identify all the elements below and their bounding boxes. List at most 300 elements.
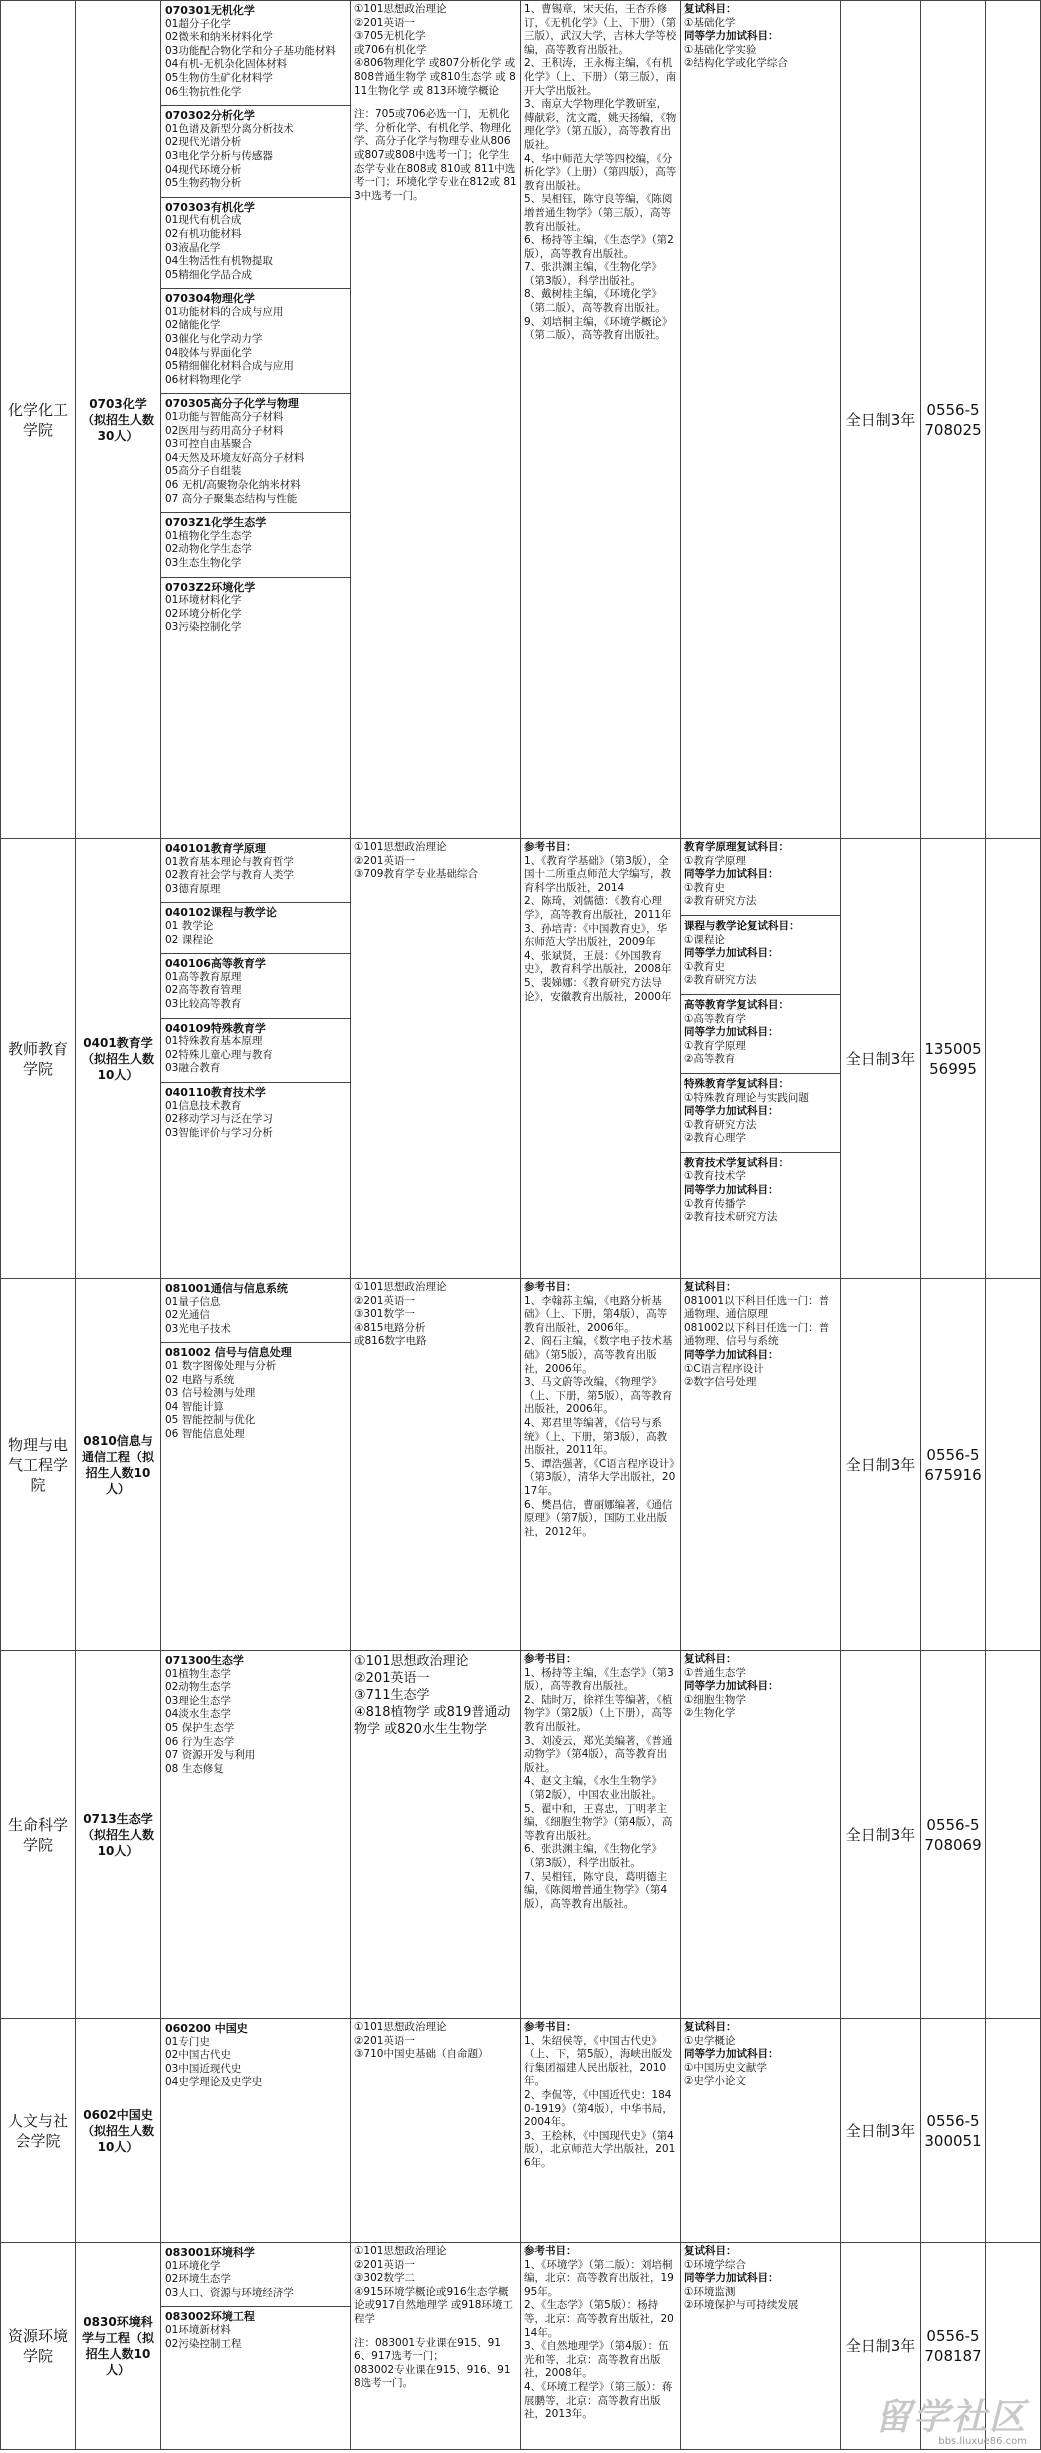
exam-line: ④806物理化学 或807分析化学 或808普通生物学 或810生态学 或 811生物化学 或 813环境学概论	[354, 57, 516, 97]
direction-block	[161, 289, 350, 394]
major-name: 0810信息与通信工程（拟招生人数10人）	[76, 1279, 161, 1651]
exam-line: ②201英语一	[354, 1294, 415, 1307]
retest-block	[681, 1653, 840, 1727]
direction-item: 05高分子自组装	[165, 465, 242, 478]
reference-line: 5、谭浩强著，《C语言程序设计》（第3版），清华大学出版社，2017年。	[524, 1457, 676, 1497]
exam-line: ②201英语一	[354, 1671, 430, 1686]
exam-line: 或706有机化学	[354, 43, 427, 56]
direction-head: 040109特殊教育学	[165, 1021, 266, 1035]
direction-item: 01植物化学生态学	[165, 529, 252, 542]
reference-books	[521, 2243, 681, 2450]
retest-subjects	[681, 2019, 841, 2243]
reference-line: 2、陈琦，刘儒德：《教育心理学》，高等教育出版社，2011年	[524, 895, 672, 921]
exam-line: ③709教育学专业基础综合	[354, 868, 478, 881]
study-mode: 全日制3年	[841, 2019, 921, 2243]
direction-item: 02医用与药用高分子材料	[165, 424, 284, 437]
retest-line: ②教育研究方法	[684, 895, 757, 908]
retest-line: ②生物化学	[684, 1707, 736, 1720]
direction-head: 070303有机化学	[165, 200, 255, 214]
direction-item: 02动物化学生态学	[165, 543, 252, 556]
direction-head: 083001环境科学	[165, 2246, 255, 2259]
exam-line: ④818植物学 或819普通动物学 或820水生生物学	[354, 1705, 511, 1737]
reference-line: 5、裴娣娜：《教育研究方法导论》，安徽教育出版社，2000年	[524, 976, 672, 1003]
direction-item: 02储能化学	[165, 319, 221, 332]
exam-line: ③705无机化学	[354, 30, 426, 43]
reference-line: 参考书目：	[524, 2245, 577, 2257]
direction-item: 06 无机/高聚物杂化纳米材料	[165, 479, 301, 491]
retest-subjects	[681, 1651, 841, 2019]
retest-line: 081002以下科目任选一门：普通物理、信号与系统	[684, 1321, 830, 1348]
contact-phone: 0556-5675916	[921, 1279, 986, 1651]
direction-item: 01环境化学	[165, 2259, 221, 2272]
retest-line: 教育学原理复试科目：	[684, 841, 789, 853]
retest-line: 同等学力加试科目：	[684, 2272, 779, 2285]
direction-item: 03功能配合物化学和分子基功能材料	[165, 44, 336, 57]
retest-line: ①环境学综合	[684, 2258, 746, 2271]
direction-item: 04淡水生态学	[165, 1708, 231, 1721]
study-mode: 全日制3年	[841, 1279, 921, 1651]
reference-line: 4、赵文主编，《水生生物学》（第2版），中国农业出版社。	[524, 1775, 662, 1801]
retest-line: 同等学力加试科目：	[684, 1348, 779, 1361]
exam-line	[354, 2327, 517, 2337]
direction-item: 04有机-无机杂化固体材料	[165, 58, 288, 71]
direction-block	[161, 198, 350, 290]
college-name: 物理与电气工程学院	[1, 1279, 76, 1651]
direction-item: 01高等教育原理	[165, 970, 242, 983]
direction-item: 05生物仿生矿化材料学	[165, 71, 273, 84]
retest-line: 复试科目：	[684, 3, 737, 15]
exam-line: ②201英语一	[354, 2034, 415, 2047]
direction-block	[161, 394, 350, 513]
reference-line: 4、张斌贤，王晨：《外国教育史》，教育科学出版社，2008年	[524, 949, 672, 976]
direction-item: 01 数字图像处理与分析	[165, 1359, 277, 1372]
direction-item: 03智能评价与学习分析	[165, 1126, 273, 1139]
major-name: 0830环境科学与工程（拟招生人数10人）	[76, 2243, 161, 2450]
reference-line: 6、杨持等主编，《生态学》（第2版），高等教育出版社。	[524, 234, 674, 260]
reference-line: 1、李翰荪主编，《电路分析基础》（上、下册，第4版），高等教育出版社，2006年。	[524, 1294, 668, 1334]
exam-line: ②201英语一	[354, 2258, 415, 2271]
direction-head: 070301无机化学	[165, 4, 255, 17]
major-name: 0401教育学（拟招生人数10人）	[76, 839, 161, 1279]
reference-line: 1、《教育学基础》（第3版），全国十二所重点师范大学编写，教育科学出版社，2014	[524, 854, 671, 894]
retest-line: ①教育学原理	[684, 1039, 746, 1052]
retest-line: ①特殊教育理论与实践问题	[684, 1091, 809, 1104]
direction-item: 08 生态修复	[165, 1762, 224, 1775]
retest-block	[681, 1281, 840, 1396]
retest-block	[681, 2245, 840, 2319]
contact-phone: 0556-5708187	[921, 2243, 986, 2450]
exam-line: 083002专业课在915、916、918选考一门。	[354, 2363, 511, 2390]
reference-line: 5、吴相钰，陈守良等编，《陈阅增普通生物学》（第三版），高等教育出版社。	[524, 193, 673, 233]
direction-item: 03理论生态学	[165, 1694, 231, 1707]
exam-line: ②201英语一	[354, 854, 415, 867]
direction-item: 02特殊儿童心理与教育	[165, 1048, 273, 1061]
retest-line: 同等学力加试科目：	[684, 1680, 779, 1693]
retest-block	[681, 2021, 840, 2095]
direction-item: 05精细催化材料合成与应用	[165, 360, 294, 373]
direction-item: 05 保护生态学	[165, 1721, 235, 1734]
major-name: 0602中国史（拟招生人数10人）	[76, 2019, 161, 2243]
reference-line: 参考书目：	[524, 841, 577, 853]
reference-line: 7、吴相钰，陈守良，葛明德主编，《陈阅增普通生物学》（第4版），高等教育出版社。	[524, 1870, 668, 1910]
watermark	[875, 2389, 1027, 2447]
retest-block	[681, 1157, 840, 1231]
program-row	[1, 2019, 1041, 2243]
retest-subjects	[681, 1, 841, 839]
retest-line: 高等教育学复试科目：	[684, 998, 789, 1011]
exam-line: ①101思想政治理论	[354, 3, 447, 15]
reference-line: 1、曹锡章，宋天佑，王杏乔修订，《无机化学》（上、下册）（第三版），武汉大学，吉林大学等校编，高等教育出版社。	[524, 3, 677, 56]
direction-head: 081001通信与信息系统	[165, 1282, 288, 1295]
college-name: 教师教育学院	[1, 839, 76, 1279]
direction-item: 02现代光谱分析	[165, 136, 242, 149]
watermark-logo: 留学社区	[874, 2397, 1027, 2438]
direction-item: 01专门史	[165, 2035, 210, 2048]
direction-item: 01量子信息	[165, 1295, 221, 1308]
retest-line: ①教育史	[684, 881, 725, 894]
retest-line: 课程与教学论复试科目：	[684, 919, 800, 932]
retest-line: ②高等教育	[684, 1053, 736, 1066]
direction-item: 03融合教育	[165, 1062, 221, 1075]
exam-line: ③711生态学	[354, 1688, 430, 1703]
retest-line: ②教育心理学	[684, 1132, 746, 1145]
direction-item: 02光通信	[165, 1309, 210, 1322]
direction-item: 03催化与化学动力学	[165, 333, 263, 346]
contact-phone: 0556-5708069	[921, 1651, 986, 2019]
direction-item: 04史学理论及史学史	[165, 2076, 263, 2089]
study-mode: 全日制3年	[841, 1, 921, 839]
direction-block	[161, 1343, 350, 1447]
retest-line: ①教育技术学	[684, 1170, 746, 1183]
direction-item: 03可控自由基聚合	[165, 438, 252, 451]
reference-line: 2、阎石主编，《数字电子技术基础》（第5版），高等教育出版社，2006年。	[524, 1335, 673, 1375]
exam-line: ④915环境学概论或916生态学概论或917自然地理学 或918环境工程学	[354, 2285, 513, 2325]
direction-block	[161, 1279, 350, 1343]
retest-line: ①基础化学	[684, 16, 736, 29]
reference-line: 6、樊昌信，曹丽娜编著，《通信原理》（第7版），国防工业出版社，2012年。	[524, 1498, 673, 1538]
contact-phone: 13500556995	[921, 839, 986, 1279]
direction-item: 02污染控制工程	[165, 2337, 242, 2350]
direction-head: 0703Z1化学生态学	[165, 516, 267, 530]
exam-line: ③302数学二	[354, 2272, 415, 2285]
direction-item: 01功能与智能高分子材料	[165, 411, 284, 424]
retest-line: 特殊教育学复试科目：	[684, 1077, 789, 1090]
direction-item: 01环境材料化学	[165, 594, 242, 607]
reference-line: 参考书目：	[524, 1281, 577, 1293]
direction-item: 02环境分析化学	[165, 607, 242, 620]
direction-block	[161, 513, 350, 577]
direction-block	[161, 1, 350, 106]
direction-head: 0703Z2环境化学	[165, 580, 256, 594]
retest-line: 复试科目：	[684, 1281, 737, 1293]
exam-line: ③710中国史基础（自命题）	[354, 2048, 489, 2061]
reference-line: 3、刘凌云，郑光美编著，《普通动物学》（第4版），高等教育出版社。	[524, 1734, 673, 1774]
research-directions	[161, 1, 351, 839]
reference-line: 3、《自然地理学》（第4版）：伍光和等，北京：高等教育出版社，2008年。	[524, 2340, 669, 2380]
exam-line: ④815电路分析	[354, 1321, 426, 1334]
retest-line: ②数字信号处理	[684, 1376, 757, 1389]
direction-head: 060200 中国史	[165, 2022, 248, 2035]
direction-item: 03生态生物化学	[165, 556, 242, 569]
retest-line: 教育技术学复试科目：	[684, 1156, 789, 1169]
retest-line: ①教育研究方法	[684, 1118, 757, 1131]
contact-phone: 0556-5708025	[921, 1, 986, 839]
catalog-body	[1, 1, 1041, 2450]
reference-line: 4、华中师范大学等四校编，《分析化学》（上册）（第四版），高等教育出版社。	[524, 152, 677, 192]
retest-block	[681, 999, 840, 1074]
retest-block	[681, 841, 840, 916]
program-row	[1, 1, 1041, 839]
direction-item: 07 高分子聚集态结构与性能	[165, 492, 298, 505]
direction-block	[161, 2243, 350, 2307]
retest-line: ①教育史	[684, 960, 725, 973]
college-name: 资源环境学院	[1, 2243, 76, 2450]
reference-line: 9、刘培桐主编，《环境学概论》（第二版），高等教育出版社。	[524, 315, 673, 342]
reference-line: 8、戴树桂主编，《环境化学》（第二版），高等教育出版社。	[524, 288, 666, 315]
study-mode: 全日制3年	[841, 1651, 921, 2019]
retest-line: ①史学概论	[684, 2034, 736, 2047]
retest-line: ②教育技术研究方法	[684, 1211, 778, 1224]
direction-head: 070304物理化学	[165, 292, 255, 306]
direction-item: 03德育原理	[165, 882, 221, 895]
direction-item: 02中国古代史	[165, 2049, 231, 2062]
research-directions	[161, 2243, 351, 2450]
direction-item: 03比较高等教育	[165, 997, 242, 1010]
retest-line: ①基础化学实验	[684, 43, 757, 56]
retest-line: 同等学力加试科目：	[684, 947, 779, 960]
direction-head: 071300生态学	[165, 1654, 244, 1667]
direction-item: 03光电子技术	[165, 1322, 231, 1335]
retest-line: 复试科目：	[684, 2245, 737, 2257]
direction-block	[161, 903, 350, 954]
exam-subjects	[351, 1651, 521, 2019]
reference-line: 2、陆时万，徐祥生等编著，《植物学》（第2版）（上下册），高等教育出版社。	[524, 1693, 673, 1733]
reference-line: 2、李侃等，《中国近代史：1840-1919》（第4版），中华书局，2004年。	[524, 2088, 673, 2129]
reference-books	[521, 839, 681, 1279]
direction-item: 04 智能计算	[165, 1400, 224, 1413]
research-directions	[161, 2019, 351, 2243]
direction-item: 03污染控制化学	[165, 621, 242, 634]
direction-item: 02有机功能材料	[165, 227, 242, 240]
direction-item: 06 行为生态学	[165, 1735, 235, 1748]
exam-subjects	[351, 1, 521, 839]
retest-line: 081001以下科目任选一门：普通物理、通信原理	[684, 1294, 830, 1321]
retest-line: 同等学力加试科目：	[684, 30, 779, 43]
direction-item: 01信息技术教育	[165, 1099, 242, 1112]
retest-line: ①高等教育学	[684, 1012, 746, 1025]
retest-line: 复试科目：	[684, 1653, 737, 1665]
reference-line: 1、杨持等主编，《生态学》（第3版），高等教育出版社。	[524, 1666, 674, 1693]
direction-block	[161, 1651, 350, 1782]
direction-item: 05精细化学品合成	[165, 268, 252, 281]
direction-item: 01超分子化学	[165, 17, 231, 30]
program-row	[1, 839, 1041, 1279]
direction-item: 03电化学分析与传感器	[165, 149, 273, 162]
exam-subjects	[351, 839, 521, 1279]
direction-item: 05 智能控制与优化	[165, 1414, 256, 1427]
direction-item: 03人口、资源与环境经济学	[165, 2286, 294, 2299]
program-row	[1, 1279, 1041, 1651]
direction-item: 01色谱及新型分离分析技术	[165, 122, 294, 135]
reference-line: 2、王积涛，王永梅主编，《有机化学》（上、下册）（第三版），南开大学出版社。	[524, 57, 677, 97]
reference-line: 3、马文蔚等改编，《物理学》（上、下册，第5版），高等教育出版社，2006年。	[524, 1376, 673, 1416]
direction-head: 040110教育技术学	[165, 1085, 266, 1099]
retest-block	[681, 3, 840, 77]
reference-line: 3、南京大学物理化学教研室，傅献彩，沈文霞，姚天扬编，《物理化学》（第五版），高等教育出版社。	[524, 98, 677, 151]
retest-line: ①C语言程序设计	[684, 1362, 764, 1375]
contact-phone: 0556-5300051	[921, 2019, 986, 2243]
college-name: 人文与社会学院	[1, 2019, 76, 2243]
retest-line: ①教育学原理	[684, 854, 746, 867]
direction-item: 02微米和纳米材料化学	[165, 31, 273, 44]
direction-item: 02动物生态学	[165, 1681, 231, 1694]
retest-line: ①环境监测	[684, 2285, 736, 2298]
retest-line: 复试科目：	[684, 2021, 737, 2033]
research-directions	[161, 839, 351, 1279]
reference-books	[521, 1, 681, 839]
reference-line: 4、《环境工程学》（第三版）：蒋展鹏等，北京：高等教育出版社，2013年。	[524, 2380, 673, 2421]
direction-item: 05生物药物分析	[165, 177, 242, 190]
research-directions	[161, 1651, 351, 2019]
reference-line: 3、王桧林，《中国现代史》（第4版），北京师范大学出版社，2016年。	[524, 2129, 676, 2169]
major-name: 0703化学（拟招生人数30人）	[76, 1, 161, 839]
retest-block	[681, 1078, 840, 1153]
direction-head: 040101教育学原理	[165, 842, 266, 855]
college-name: 化学化工学院	[1, 1, 76, 839]
reference-line: 4、郑君里等编著，《信号与系统》（上、下册，第3版），高教出版社，2011年。	[524, 1416, 668, 1457]
direction-item: 01 教学论	[165, 919, 214, 932]
direction-block	[161, 106, 350, 198]
exam-line	[354, 98, 517, 108]
blank-cell	[986, 1, 1041, 839]
major-name: 0713生态学（拟招生人数10人）	[76, 1651, 161, 2019]
direction-block	[161, 578, 350, 641]
exam-subjects	[351, 1279, 521, 1651]
direction-item: 04现代环境分析	[165, 163, 242, 176]
direction-item: 04胶体与界面化学	[165, 346, 252, 359]
direction-item: 04生物活性有机物提取	[165, 255, 273, 268]
direction-item: 01特殊教育基本原理	[165, 1035, 263, 1048]
blank-cell	[986, 2019, 1041, 2243]
retest-line: 同等学力加试科目：	[684, 1105, 779, 1118]
direction-block	[161, 2307, 350, 2357]
retest-subjects	[681, 1279, 841, 1651]
direction-item: 06生物抗性化学	[165, 85, 242, 98]
research-directions	[161, 1279, 351, 1651]
direction-head: 081002 信号与信息处理	[165, 1346, 292, 1360]
exam-line: ①101思想政治理论	[354, 1281, 447, 1293]
exam-line: 或816数字电路	[354, 1335, 427, 1348]
direction-item: 03中国近现代史	[165, 2062, 242, 2075]
direction-head: 070305高分子化学与物理	[165, 397, 299, 411]
direction-item: 07 资源开发与利用	[165, 1749, 256, 1762]
direction-item: 01教育基本理论与教育哲学	[165, 855, 294, 868]
retest-line: 同等学力加试科目：	[684, 1026, 779, 1039]
direction-item: 02 课程论	[165, 933, 214, 946]
study-mode: 全日制3年	[841, 839, 921, 1279]
reference-books	[521, 1279, 681, 1651]
retest-line: ①课程论	[684, 933, 725, 946]
direction-block	[161, 839, 350, 903]
direction-item: 06 智能信息处理	[165, 1427, 245, 1440]
direction-head: 040102课程与教学论	[165, 906, 277, 920]
retest-line: ②教育研究方法	[684, 974, 757, 987]
blank-cell	[986, 1651, 1041, 2019]
exam-line: ①101思想政治理论	[354, 1654, 469, 1669]
direction-item: 04天然及环境友好高分子材料	[165, 451, 305, 464]
program-row	[1, 1651, 1041, 2019]
direction-block	[161, 1083, 350, 1146]
watermark-url: bbs.liuxue86.com	[938, 2436, 1027, 2447]
retest-line: ①教育传播学	[684, 1197, 746, 1210]
direction-item: 01植物生态学	[165, 1667, 231, 1680]
reference-line: 参考书目：	[524, 1653, 577, 1665]
direction-head: 083002环境工程	[165, 2310, 255, 2324]
direction-head: 040106高等教育学	[165, 957, 266, 971]
exam-subjects	[351, 2243, 521, 2450]
retest-line: ②环境保护与可持续发展	[684, 2299, 799, 2312]
exam-line: ②201英语一	[354, 16, 415, 29]
exam-line: ①101思想政治理论	[354, 2245, 447, 2257]
reference-books	[521, 2019, 681, 2243]
direction-block	[161, 2019, 350, 2096]
reference-books	[521, 1651, 681, 2019]
reference-line: 5、翟中和，王喜忠，丁明孝主编，《细胞生物学》（第4版），高等教育出版社。	[524, 1802, 673, 1842]
direction-head: 070302分析化学	[165, 109, 255, 123]
study-mode: 全日制3年	[841, 2243, 921, 2450]
direction-item: 01环境新材料	[165, 2323, 231, 2336]
retest-subjects	[681, 839, 841, 1279]
direction-item: 03液晶化学	[165, 241, 221, 254]
direction-item: 01现代有机合成	[165, 214, 242, 227]
direction-block	[161, 1019, 350, 1083]
direction-item: 02环境生态学	[165, 2273, 231, 2286]
direction-item: 02 电路与系统	[165, 1373, 235, 1386]
direction-block	[161, 954, 350, 1018]
blank-cell	[986, 1279, 1041, 1651]
direction-item: 06材料物理化学	[165, 373, 242, 386]
direction-item: 03 信号检测与处理	[165, 1387, 256, 1400]
exam-line: ①101思想政治理论	[354, 2021, 447, 2033]
reference-line: 1、《环境学》（第二版）：刘培桐编，北京：高等教育出版社，1995年。	[524, 2258, 674, 2298]
retest-line: ①中国历史文献学	[684, 2061, 767, 2074]
retest-line: ②结构化学或化学综合	[684, 57, 788, 70]
retest-subjects	[681, 2243, 841, 2450]
reference-line: 参考书目：	[524, 2021, 577, 2033]
exam-line: 注：705或706必选一门，无机化学、分析化学、有机化学、物理化学、高分子化学与物理专业从806或807或808中选考一门；化学生态学专业在808或 810或 811中选考一门；环境化学专业在812或 813中选考一门。	[354, 108, 517, 202]
direction-item: 02高等教育管理	[165, 984, 242, 997]
retest-line: ①普通生态学	[684, 1666, 746, 1679]
reference-line: 7、张洪渊主编，《生物化学》（第3版），科学出版社。	[524, 261, 662, 287]
retest-line: 同等学力加试科目：	[684, 2048, 779, 2061]
reference-line: 1、朱绍侯等，《中国古代史》（上、下，第5版），海峡出版发行集团福建人民出版社，2010年。	[524, 2034, 673, 2088]
direction-item: 02教育社会学与教育人类学	[165, 869, 294, 882]
exam-subjects	[351, 2019, 521, 2243]
exam-line: 注：083001专业课在915、916、917选考一门；	[354, 2336, 501, 2363]
college-name: 生命科学学院	[1, 1651, 76, 2019]
reference-line: 3、孙培青：《中国教育史》，华东师范大学出版社，2009年	[524, 922, 668, 949]
direction-item: 01功能材料的合成与应用	[165, 305, 284, 318]
direction-item: 02移动学习与泛在学习	[165, 1113, 273, 1126]
blank-cell	[986, 839, 1041, 1279]
retest-block	[681, 920, 840, 995]
exam-line: ①101思想政治理论	[354, 841, 447, 853]
reference-line: 6、张洪渊主编，《生物化学》（第3版），科学出版社。	[524, 1843, 662, 1869]
retest-line: ②史学小论文	[684, 2075, 746, 2088]
exam-line: ③301数学一	[354, 1308, 415, 1321]
reference-line: 2、《生态学》（第5版）：杨持等，北京：高等教育出版社，2014年。	[524, 2299, 674, 2339]
retest-line: ①细胞生物学	[684, 1693, 746, 1706]
